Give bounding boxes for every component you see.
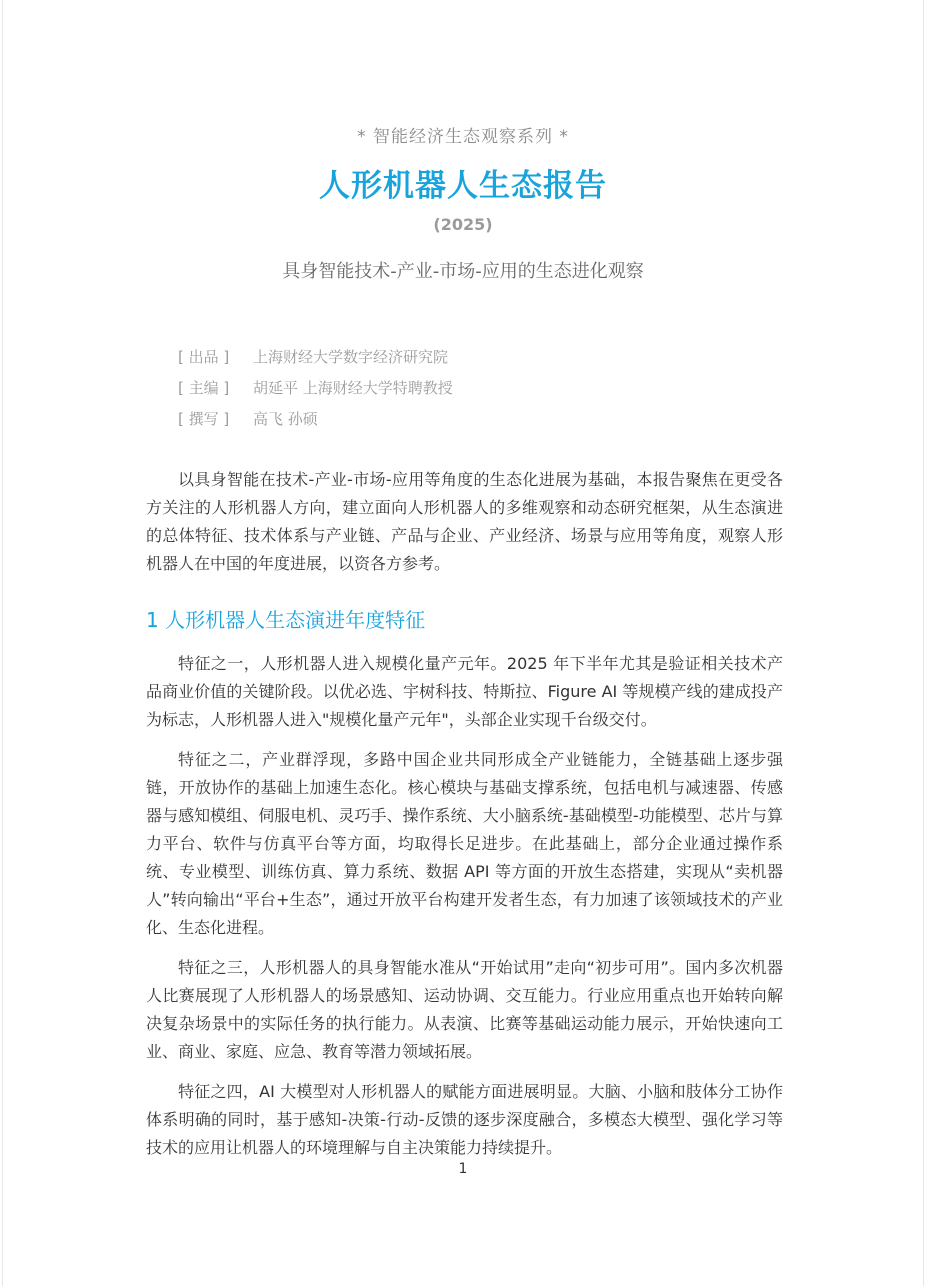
credit-value: 高飞 孙硕 xyxy=(253,410,318,428)
document-page xyxy=(2,0,924,1286)
credit-label: [ 撰写 ] xyxy=(178,410,230,428)
report-year: (2025) xyxy=(433,215,493,234)
report-title: 人形机器人生态报告 xyxy=(319,168,607,204)
credit-publisher xyxy=(178,346,453,377)
report-subtitle: 具身智能技术-产业-市场-应用的生态进化观察 xyxy=(282,261,644,282)
feature-paragraph-4: 特征之四，AI 大模型对人形机器人的赋能方面进展明显。大脑、小脑和肢体分工协作体系明确的同时，基于感知-决策-行动-反馈的逐步深度融合，多模态大模型、强化学习等技术的应用让机器人的环境理解与自主决策能力持续提升。 xyxy=(146,1082,783,1157)
feature-paragraph-1: 特征之一，人形机器人进入规模化量产元年。2025 年下半年尤其是验证相关技术产品商业价值的关键阶段。以优必选、宇树科技、特斯拉、Figure AI 等规模产线的建成投产为标志，人形机器人进入"规模化量产元年"，头部企业实现千台级交付。 xyxy=(146,654,783,729)
feature-paragraph-2: 特征之二，产业群浮现，多路中国企业共同形成全产业链能力，全链基础上逐步强链，开放协作的基础上加速生态化。核心模块与基础支撑系统，包括电机与减速器、传感器与感知模组、伺服电机、灵巧手、操作系统、大小脑系统-基础模型-功能模型、芯片与算力平台、软件与仿真平台等方面，均取得长足进步。在此基础上，部分企业通过操作系统、专业模型、训练仿真、算力系统、数据 API 等方面的开放生态搭建，实现从“卖机器人”转向输出“平台+生态”，通过开放平台构建开发者生态，有力加速了该领域技术的产业化、生态化进程。 xyxy=(146,750,783,937)
credit-editor xyxy=(178,377,453,408)
section-heading: 1 人形机器人生态演进年度特征 xyxy=(146,608,426,632)
credit-value: 胡延平 上海财经大学特聘教授 xyxy=(253,379,453,397)
credit-label: [ 出品 ] xyxy=(178,348,230,366)
feature-paragraph-3: 特征之三，人形机器人的具身智能水准从“开始试用”走向“初步可用”。国内多次机器人比赛展现了人形机器人的场景感知、运动协调、交互能力。行业应用重点也开始转向解决复杂场景中的实际任务的执行能力。从表演、比赛等基础运动能力展示，开始快速向工业、商业、家庭、应急、教育等潜力领域拓展。 xyxy=(146,958,783,1061)
credit-authors xyxy=(178,408,453,439)
intro-paragraph: 以具身智能在技术-产业-市场-应用等角度的生态化进展为基础，本报告聚焦在更受各方关注的人形机器人方向，建立面向人形机器人的多维观察和动态研究框架，从生态演进的总体特征、技术体系与产业链、产品与企业、产业经济、场景与应用等角度，观察人形机器人在中国的年度进展，以资各方参考。 xyxy=(146,470,783,573)
body-viewport xyxy=(3,466,923,1160)
credits-block xyxy=(178,346,453,439)
page-number: 1 xyxy=(458,1161,468,1177)
report-body xyxy=(146,466,783,1160)
report-series: * 智能经济生态观察系列 * xyxy=(357,127,569,147)
credit-value: 上海财经大学数字经济研究院 xyxy=(253,348,449,366)
credit-label: [ 主编 ] xyxy=(178,379,230,397)
